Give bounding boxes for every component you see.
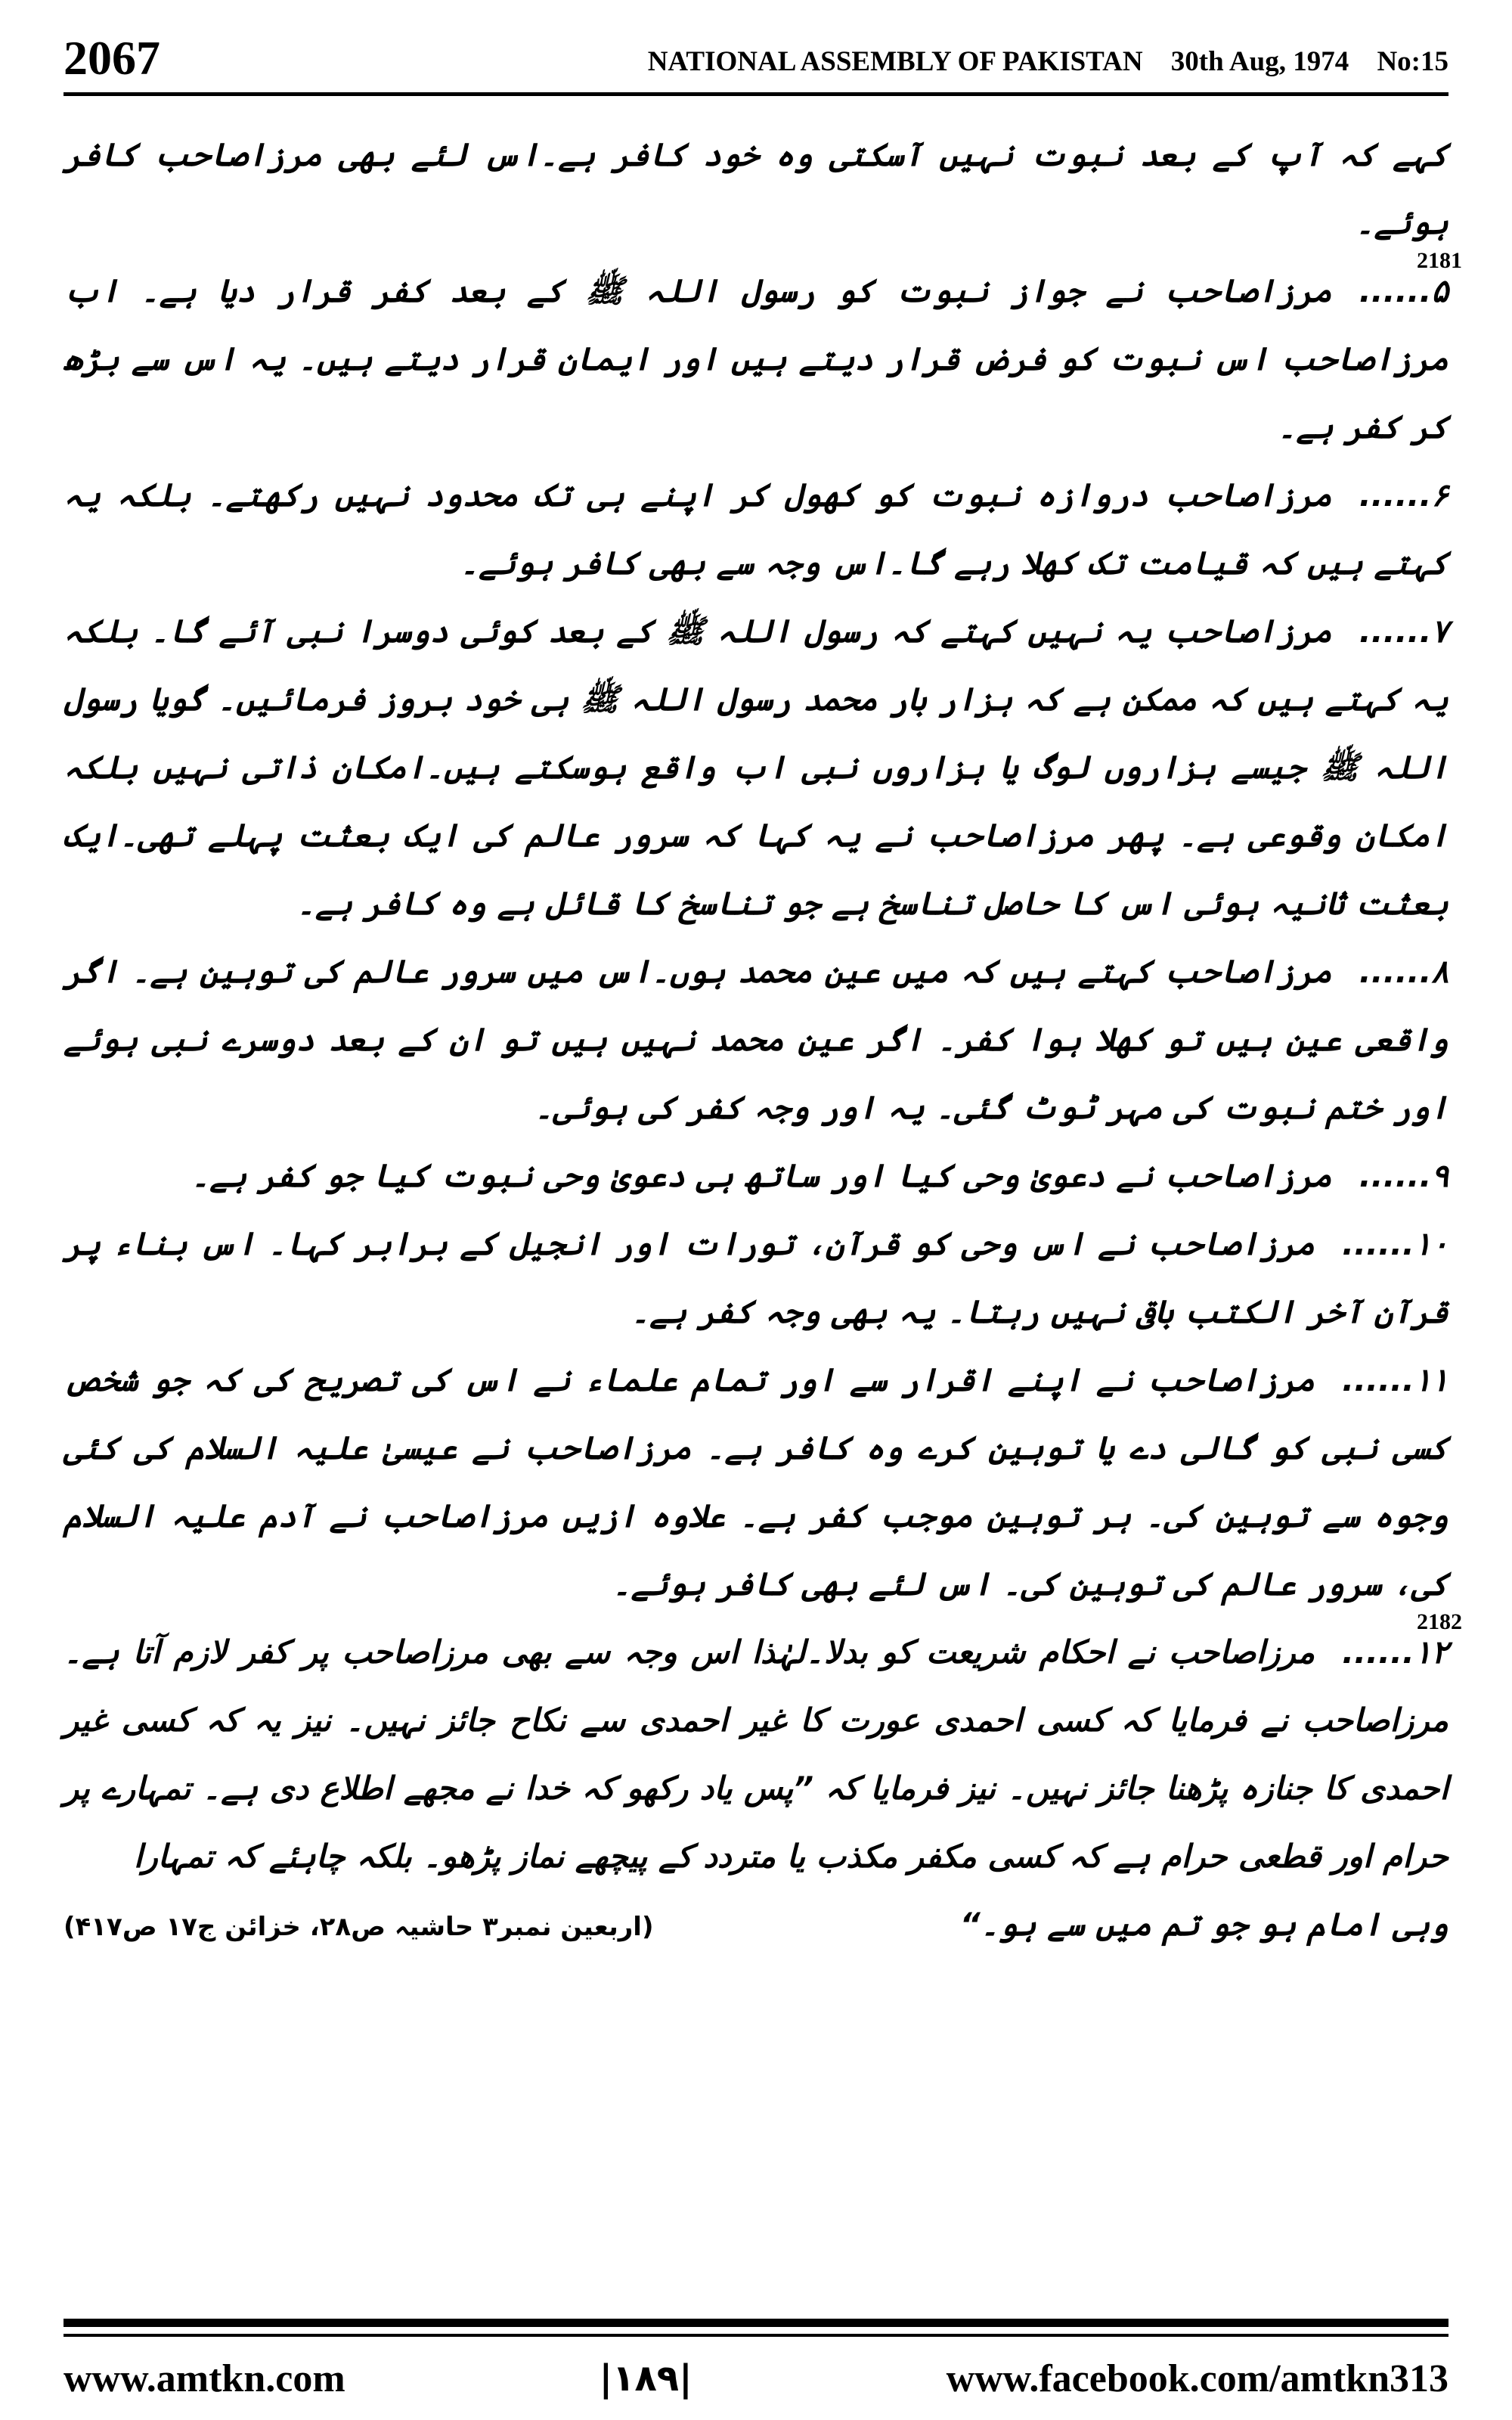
header-title [627, 45, 1448, 78]
paragraph-number: ۸ [1431, 953, 1448, 990]
footnote-ref-2182: 2182 [1417, 1609, 1462, 1634]
paragraph-9: ۹......مرزاصاحب نے دعویٰ وحی کیا اور ساتھ ہی دعویٰ وحی نبوت کیا جو کفر ہے۔ [191, 1157, 1448, 1194]
source-citation: (اربعین نمبر۳ حاشیہ ص۲۸، خزائن ج۱۷ ص۴۱۷) [64, 1912, 654, 1942]
paragraph-7: ۷......مرزاصاحب یہ نہیں کہتے کہ رسول اللہ ﷺ کے بعد کوئی دوسرا نبی آئے گا۔ بلکہ یہ کہتے ہیں کہ ممکن ہے کہ ہزار بار محمد رسول اللہ ﷺ ہی خود بروز فرمائیں۔ گویا رسول اللہ ﷺ جیسے ہزاروں لوگ یا ہزاروں نبی اب واقع ہوسکتے ہیں۔امکان ذاتی نہیں بلکہ امکان وقوعی ہے۔ پھر مرزاصاحب نے یہ کہا کہ سرور عالم کی ایک بعثت پہلے تھی۔ایک بعثت ثانیہ ہوئی اس کا حاصل تناسخ ہے جو تناسخ کا قائل ہے وہ کافر ہے۔ [64, 613, 1448, 922]
page-number: 2067 [64, 31, 160, 85]
paragraph-5: 2181 ۵......مرزاصاحب نے جواز نبوت کو رسول اللہ ﷺ کے بعد کفر قرار دیا ہے۔ اب مرزاصاحب اس نبوت کو فرض قرار دیتے ہیں اور ایمان قرار دیتے ہیں۔ یہ اس سے بڑھ کر کفر ہے۔ [64, 248, 1462, 445]
paragraph-number: ۹ [1431, 1157, 1448, 1194]
paragraph-10: ۱۰......مرزاصاحب نے اس وحی کو قرآن، تورات اور انجیل کے برابر کہا۔ اس بناء پر قرآن آخر الکتب باقی نہیں رہتا۔ یہ بھی وجہ کفر ہے۔ [64, 1225, 1448, 1330]
page-footer [64, 2344, 1448, 2412]
header-divider [64, 92, 1448, 96]
quote-end: وہی امام ہو جو تم میں سے ہو۔“ [959, 1906, 1448, 1943]
paragraph-11: ۱۱......مرزاصاحب نے اپنے اقرار سے اور تمام علماء نے اس کی تصریح کی کہ جو شخص کسی نبی کو گالی دے یا توہین کرے وہ کافر ہے۔ مرزاصاحب نے عیسیٰ علیہ السلام کی کئی وجوہ سے توہین کی۔ ہر توہین موجب کفر ہے۔ علاوہ ازیں مرزاصاحب نے آدم علیہ السلام کی، سرور عالم کی توہین کی۔ اس لئے بھی کافر ہوئے۔ [64, 1361, 1448, 1602]
paragraph-continuation: کہے کہ آپ کے بعد نبوت نہیں آسکتی وہ خود کافر ہے۔اس لئے بھی مرزاصاحب کافر ہوئے۔ [64, 136, 1448, 241]
website-link[interactable]: www.amtkn.com [64, 2356, 345, 2400]
footer-divider-thin [64, 2334, 1448, 2337]
paragraph-12: 2182 ۱۲......مرزاصاحب نے احکام شریعت کو بدلا۔لہٰذا اس وجہ سے بھی مرزاصاحب پر کفر لازم آتا ہے۔ مرزاصاحب نے فرمایا کہ کسی احمدی عورت کا غیر احمدی سے نکاح جائز نہیں۔ نیز یہ کہ کسی غیر احمدی کا جنازہ پڑھنا جائز نہیں۔ نیز فرمایا کہ ”پس یاد رکھو کہ خدا نے مجھے اطلاع دی ہے۔ تمہارے پر حرام اور قطعی حرام ہے کہ کسی مکفر مکذب یا متردد کے پیچھے نماز پڑھو۔ بلکہ چاہئے کہ تمہارا [64, 1609, 1462, 1875]
paragraph-number: ۱۰ [1414, 1225, 1448, 1262]
citation-line [64, 1891, 1448, 1961]
paragraph-6: ۶......مرزاصاحب دروازہ نبوت کو کھول کر اپنے ہی تک محدود نہیں رکھتے۔ بلکہ یہ کہتے ہیں کہ قیامت تک کھلا رہے گا۔اس وجہ سے بھی کافر ہوئے۔ [64, 476, 1448, 582]
book-page-number: |۱۸۹| [599, 2357, 692, 2400]
paragraph-number: ۱۲ [1414, 1634, 1448, 1671]
paragraph-8: ۸......مرزاصاحب کہتے ہیں کہ میں عین محمد ہوں۔اس میں سرور عالم کی توہین ہے۔ اگر واقعی عین ہیں تو کھلا ہوا کفر۔ اگر عین محمد نہیں ہیں تو ان کے بعد دوسرے نبی ہوئے اور ختم نبوت کی مہر ٹوٹ گئی۔ یہ اور وجہ کفر کی ہوئی۔ [64, 953, 1448, 1126]
facebook-link[interactable]: www.facebook.com/amtkn313 [946, 2356, 1448, 2400]
session-date: 30th Aug, 1974 [1170, 46, 1349, 77]
paragraph-number: ۵ [1431, 272, 1448, 309]
assembly-name: NATIONAL ASSEMBLY OF PAKISTAN [647, 46, 1143, 77]
footnote-ref-2181: 2181 [1417, 248, 1462, 273]
paragraph-number: ۶ [1431, 476, 1448, 513]
page-header [64, 17, 1448, 100]
paragraph-number: ۱۱ [1414, 1361, 1448, 1398]
document-body [64, 121, 1462, 1961]
issue-number: No:15 [1377, 46, 1448, 77]
footer-divider-thick [64, 2319, 1448, 2327]
paragraph-number: ۷ [1431, 613, 1448, 650]
